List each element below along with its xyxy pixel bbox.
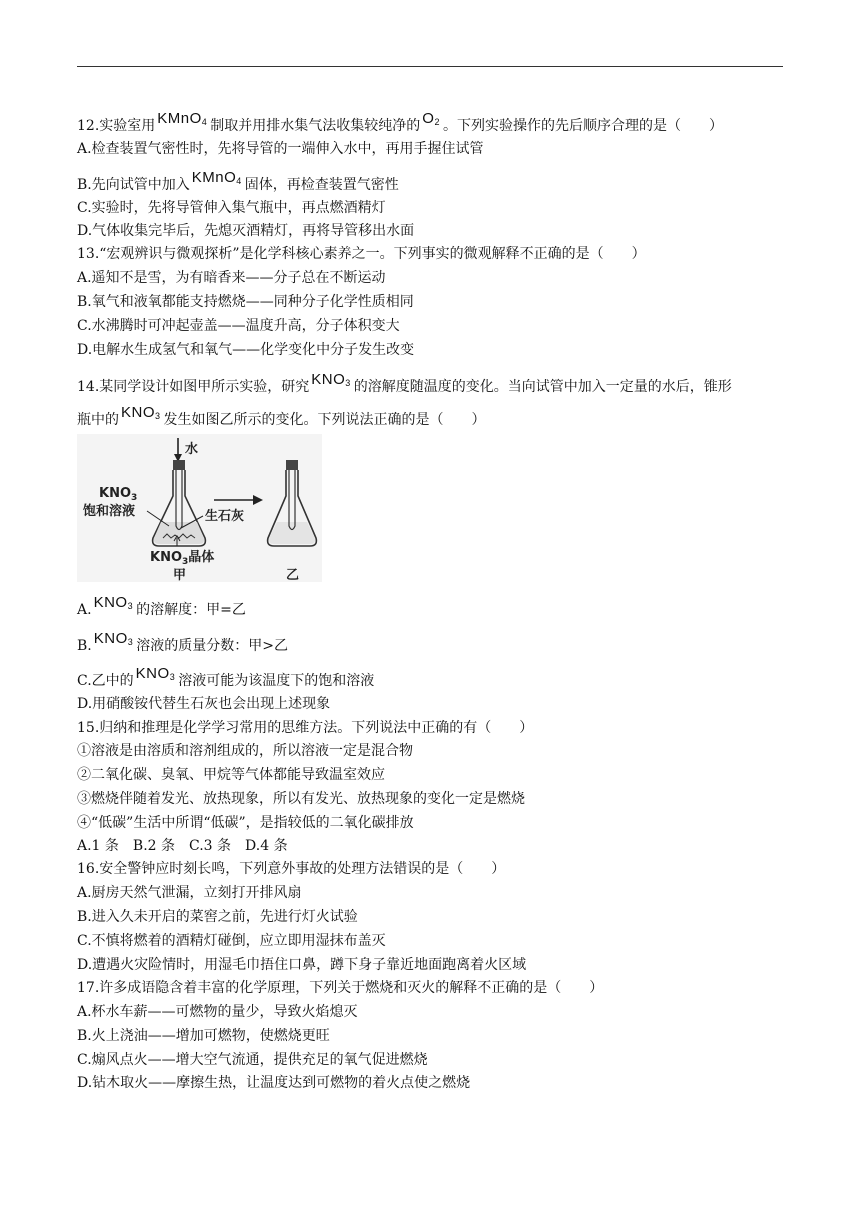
- label-kno3: $KNO_3$: [99, 486, 138, 503]
- label-water: 水: [185, 442, 199, 457]
- q16-stem: 16.安全警钟应时刻长鸣，下列意外事故的处理方法错误的是（ ）: [77, 861, 506, 877]
- q14-option-c: C.乙中的 $KNO_3$ 溶液可能为该温度下的饱和溶液: [77, 665, 375, 689]
- q17-stem: 17.许多成语隐含着丰富的化学原理，下列关于燃烧和灭火的解释不正确的是（ ）: [77, 980, 604, 996]
- q16-option-b: B.进入久未开启的菜窖之前，先进行灯火试验: [77, 909, 358, 925]
- label-jia: 甲: [173, 568, 187, 582]
- q15-stem: 15.归纳和推理是化学学习常用的思维方法。下列说法中正确的有（ ）: [77, 720, 534, 736]
- label-yi: 乙: [286, 568, 300, 582]
- label-kno3-crystal: $KNO_3$晶体: [150, 550, 215, 567]
- formula-kno3: $KNO_3$: [93, 630, 134, 647]
- q14-option-a: A. $KNO_3$ 的溶解度：甲=乙: [77, 594, 246, 618]
- q15-item-2: ②二氧化碳、臭氧、甲烷等气体都能导致温室效应: [77, 767, 385, 783]
- formula-kno3: $KNO_3$: [121, 404, 161, 421]
- label-quicklime: 生石灰: [205, 509, 245, 524]
- q13-option-b: B.氧气和液氧都能支持燃烧——同种分子化学性质相同: [77, 294, 414, 310]
- q17-option-b: B.火上浇油——增加可燃物，使燃烧更旺: [77, 1028, 330, 1044]
- q16-option-c: C.不慎将燃着的酒精灯碰倒，应立即用湿抹布盖灭: [77, 933, 386, 949]
- formula-o2: $O_2$: [422, 110, 440, 127]
- q15-item-3: ③燃烧伴随着发光、放热现象，所以有发光、放热现象的变化一定是燃烧: [77, 791, 525, 807]
- formula-kmno4: KMnO$_4$: [157, 110, 208, 127]
- q17-option-d: D.钻木取火——摩擦生热，让温度达到可燃物的着火点使之燃烧: [77, 1075, 471, 1091]
- q14-stem-line1: 14.某同学设计如图甲所示实验，研究 $KNO_3$ 的溶解度随温度的变化。当向试管中加入一定量的水后，锥形: [77, 371, 732, 395]
- q14-option-b: B. $KNO_3$ 溶液的质量分数：甲>乙: [77, 630, 289, 654]
- q13-option-c: C.水沸腾时可冲起壶盖——温度升高，分子体积变大: [77, 318, 400, 334]
- label-saturated-solution: 饱和溶液: [83, 504, 136, 519]
- q12-option-b: B.先向试管中加入 KMnO$_4$ 固体，再检查装置气密性: [77, 169, 399, 193]
- q14-stem-line2: 瓶中的 $KNO_3$ 发生如图乙所示的变化。下列说法正确的是（ ）: [77, 404, 486, 428]
- q12-stem: 12.实验室用 KMnO$_4$ 制取并用排水集气法收集较纯净的 $O_2$ 。下列实验操作的先后顺序合理的是（ ）: [77, 110, 723, 134]
- q12-option-c: C.实验时，先将导管伸入集气瓶中，再点燃酒精灯: [77, 200, 386, 216]
- q12-option-d: D.气体收集完毕后，先熄灭酒精灯，再将导管移出水面: [77, 223, 415, 239]
- q13-option-a: A.遥知不是雪，为有暗香来——分子总在不断运动: [77, 270, 386, 286]
- q17-option-c: C.煽风点火——增大空气流通，提供充足的氧气促进燃烧: [77, 1052, 428, 1068]
- q15-item-4: ④“低碳”生活中所谓“低碳”，是指较低的二氧化碳排放: [77, 815, 414, 831]
- q13-stem: 13.“宏观辨识与微观探析”是化学科核心素养之一。下列事实的微观解释不正确的是（ ）: [77, 246, 646, 262]
- q16-option-d: D.遭遇火灾险情时，用湿毛巾捂住口鼻，蹲下身子靠近地面跑离着火区域: [77, 957, 527, 973]
- q14-experiment-figure: [77, 434, 322, 582]
- formula-kmno4: KMnO$_4$: [191, 169, 242, 186]
- q12-option-a: A.检查装置气密性时，先将导管的一端伸入水中，再用手握住试管: [77, 141, 484, 157]
- q13-option-d: D.电解水生成氢气和氧气——化学变化中分子发生改变: [77, 342, 415, 358]
- formula-kno3: $KNO_3$: [93, 594, 134, 611]
- formula-kno3: $KNO_3$: [311, 371, 351, 388]
- header-rule: [77, 66, 783, 67]
- q15-options: A.1 条 B.2 条 C.3 条 D.4 条: [77, 838, 288, 854]
- q17-option-a: A.杯水车薪——可燃物的量少，导致火焰熄灭: [77, 1004, 358, 1020]
- q15-item-1: ①溶液是由溶质和溶剂组成的，所以溶液一定是混合物: [77, 743, 413, 759]
- formula-kno3: $KNO_3$: [135, 665, 176, 682]
- q14-option-d: D.用硝酸铵代替生石灰也会出现上述现象: [77, 696, 331, 712]
- q16-option-a: A.厨房天然气泄漏，立刻打开排风扇: [77, 885, 302, 901]
